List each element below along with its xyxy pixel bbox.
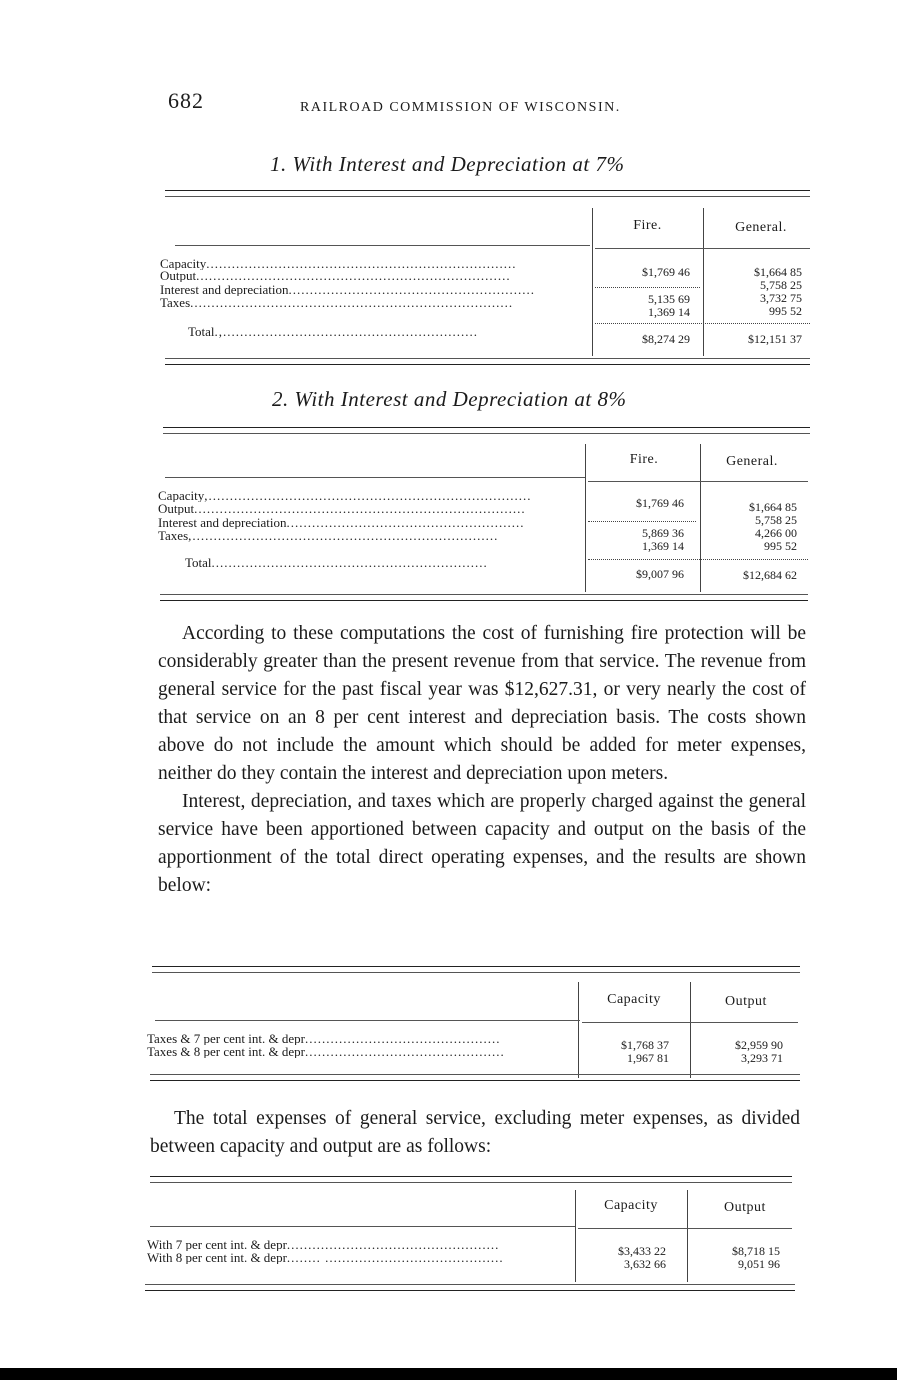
table-1-col-fire: Fire. bbox=[633, 218, 662, 233]
table-4-capacity-7: $3,433 22 bbox=[618, 1244, 666, 1258]
table-1-fire-capacity: $1,769 46 bbox=[642, 265, 690, 279]
table-row: Taxes,........................................................................ bbox=[158, 530, 499, 542]
table-2-general-capacity: $1,664 85 bbox=[749, 500, 797, 514]
paragraph-3: The total expenses of general service, excluding meter expenses, as divided between capacity and output are as follows: bbox=[150, 1108, 800, 1157]
row-label: Taxes & 7 per cent int. & depr bbox=[147, 1033, 305, 1045]
table-1-fire-taxes: 1,369 14 bbox=[648, 305, 690, 319]
body-text-2 bbox=[150, 1105, 800, 1161]
table-2-general-total: $12,684 62 bbox=[743, 568, 797, 582]
table-3-capacity-8: 1,967 81 bbox=[627, 1051, 669, 1065]
row-label: Capacity bbox=[160, 258, 207, 270]
table-row: With 7 per cent int. & depr.................................................. bbox=[147, 1239, 500, 1251]
table-1-general-interest: 3,732 75 bbox=[760, 291, 802, 305]
table-1-fire-total: $8,274 29 bbox=[642, 332, 690, 346]
running-title: RAILROAD COMMISSION OF WISCONSIN. bbox=[300, 100, 621, 115]
table-row: With 8 per cent int. & depr........ .......................................... bbox=[147, 1252, 504, 1264]
row-label: Capacity bbox=[158, 490, 205, 502]
table-1-col-general: General. bbox=[735, 220, 787, 235]
row-label: Taxes bbox=[160, 297, 191, 309]
table-row: Taxes & 7 per cent int. & depr.............................................. bbox=[147, 1033, 501, 1045]
table-4-output-8: 9,051 96 bbox=[738, 1257, 780, 1271]
table-2-title: 2. With Interest and Depreciation at 8% bbox=[272, 387, 627, 411]
table-2-fire-taxes: 1,369 14 bbox=[642, 539, 684, 553]
table-row: Taxes............................................................................ bbox=[160, 297, 514, 309]
row-label: Interest and depreciation bbox=[160, 284, 289, 296]
row-label: Interest and depreciation bbox=[158, 517, 287, 529]
page-number: 682 bbox=[168, 88, 204, 113]
table-row: Output.......................................................................... bbox=[160, 270, 511, 282]
table-4-output-7: $8,718 15 bbox=[732, 1244, 780, 1258]
table-3-col-output: Output bbox=[725, 994, 767, 1009]
row-label: Taxes & 8 per cent int. & depr bbox=[147, 1046, 305, 1058]
table-row-total: Total................................................................. bbox=[185, 557, 488, 569]
table-row-total: Total.,............................................................ bbox=[188, 326, 479, 338]
row-label: Output bbox=[160, 270, 197, 282]
table-4-capacity-8: 3,632 66 bbox=[624, 1257, 666, 1271]
table-2-col-fire: Fire. bbox=[629, 452, 659, 467]
table-4-col-capacity: Capacity bbox=[604, 1198, 658, 1213]
table-3-col-capacity: Capacity bbox=[607, 992, 661, 1007]
total-label: Total bbox=[188, 326, 215, 338]
table-2-general-taxes: 995 52 bbox=[764, 539, 797, 553]
table-2-general-output: 5,758 25 bbox=[755, 513, 797, 527]
table-3-capacity-7: $1,768 37 bbox=[621, 1038, 669, 1052]
table-3-output-7: $2,959 90 bbox=[735, 1038, 783, 1052]
body-text-1 bbox=[158, 620, 806, 900]
table-1-fire-interest: 5,135 69 bbox=[648, 292, 690, 306]
table-row: Interest and depreciation.......................................................... bbox=[160, 284, 535, 296]
table-1-general-taxes: 995 52 bbox=[769, 304, 802, 318]
row-label: With 8 per cent int. & depr bbox=[147, 1252, 287, 1264]
table-2-fire-capacity: $1,769 46 bbox=[636, 496, 684, 510]
table-row: Output.............................................................................. bbox=[158, 503, 526, 515]
row-label: Taxes bbox=[158, 530, 189, 542]
table-2-fire-interest: 5,869 36 bbox=[642, 526, 684, 540]
table-1-title: 1. With Interest and Depreciation at 7% bbox=[270, 152, 625, 176]
total-label: Total bbox=[185, 557, 212, 569]
table-2-general-interest: 4,266 00 bbox=[755, 526, 797, 540]
table-2-fire-total: $9,007 96 bbox=[636, 567, 684, 581]
table-1-general-output: 5,758 25 bbox=[760, 278, 802, 292]
paragraph-2: Interest, depreciation, and taxes which are properly charged against the general service have been apportioned between capacity and output on the basis of the apportionment of the total direct operating expenses, and the results are shown below: bbox=[158, 791, 806, 896]
table-1-general-total: $12,151 37 bbox=[748, 332, 802, 346]
paragraph-1: According to these computations the cost of furnishing fire protection will be considerably greater than the present revenue from that service. The revenue from general service for the past fiscal year was $12,627.31, or very nearly the cost of that service on an 8 per cent interest and depreciation basis. The costs shown above do not include the amount which should be added for meter expenses, neither do they contain the interest and depreciation upon meters. bbox=[158, 623, 806, 784]
table-3-output-8: 3,293 71 bbox=[741, 1051, 783, 1065]
row-label: Output bbox=[158, 503, 195, 515]
row-label: With 7 per cent int. & depr bbox=[147, 1239, 287, 1251]
table-1-general-capacity: $1,664 85 bbox=[754, 265, 802, 279]
scan-edge bbox=[0, 1368, 897, 1380]
table-row: Interest and depreciation........................................................ bbox=[158, 517, 525, 529]
table-4-col-output: Output bbox=[724, 1200, 766, 1215]
table-row: Taxes & 8 per cent int. & depr............................................... bbox=[147, 1046, 505, 1058]
table-row: Capacity,............................................................................ bbox=[158, 490, 532, 502]
table-row: Capacity......................................................................... bbox=[160, 258, 517, 270]
table-2-col-general: General. bbox=[726, 454, 778, 469]
